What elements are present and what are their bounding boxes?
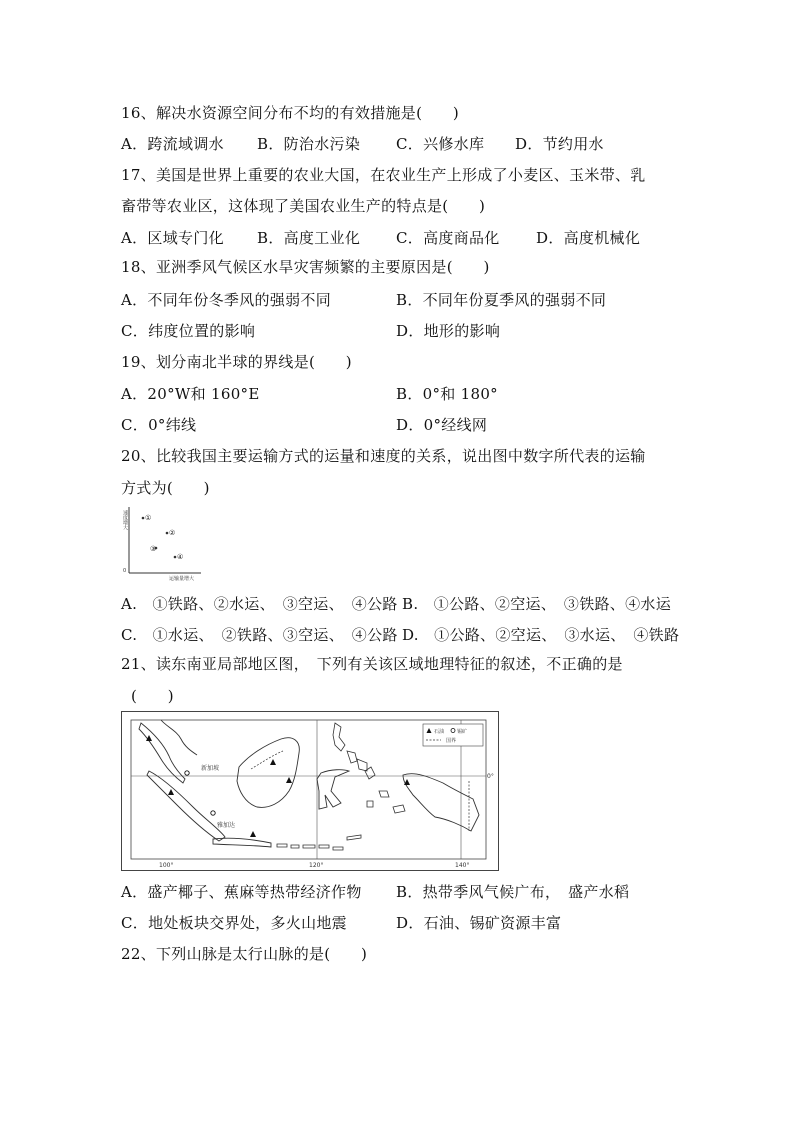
q20-option-b: B. ①公路、②空运、 ③铁路、④水运 [402, 595, 671, 613]
q19-stem: 19、划分南北半球的界线是( ) [121, 353, 352, 371]
legend-tin-label: 锡矿 [457, 729, 468, 735]
point-4-dot [174, 556, 177, 559]
q18-option-b: B．不同年份夏季风的强弱不同 [396, 291, 607, 309]
q18-stem: 18、亚洲季风气候区水旱灾害频繁的主要原因是( ) [121, 258, 490, 276]
q18-option-a: A．不同年份冬季风的强弱不同 [121, 291, 332, 309]
q19-option-a: A．20°W和 160°E [121, 385, 260, 403]
lat-0-label: 0° [487, 773, 494, 780]
legend-oil-label: 石油 [434, 729, 445, 735]
q20-option-c: C. ①水运、 ②铁路、③空运、 ④公路 [121, 626, 398, 644]
q20-stem-line2: 方式为( ) [121, 479, 210, 497]
q20-option-a: A. ①铁路、②水运、 ③空运、 ④公路 [121, 595, 398, 613]
point-3-label: ③ [150, 545, 157, 553]
singapore-label: 新加坡 [201, 765, 220, 772]
origin-label: 0 [123, 568, 127, 574]
point-4-label: ④ [177, 553, 184, 561]
q21-option-c: C．地处板块交界处，多火山地震 [121, 914, 347, 932]
q16-option-a: A．跨流域调水 [121, 135, 224, 153]
q16-option-c: C．兴修水库 [396, 135, 485, 153]
q20-stem-line1: 20、比较我国主要运输方式的运量和速度的关系，说出图中数字所代表的运输 [121, 447, 646, 465]
q19-option-d: D．0°经线网 [396, 416, 488, 434]
q17-stem-line1: 17、美国是世界上重要的农业大国，在农业生产上形成了小麦区、玉米带、乳 [121, 166, 646, 184]
q20-option-d: D. ①公路、②空运、 ③水运、 ④铁路 [402, 626, 680, 644]
legend-border-label: 国界 [446, 738, 457, 744]
q21-option-a: A．盛产椰子、蕉麻等热带经济作物 [121, 883, 362, 901]
q17-option-b: B．高度工业化 [257, 229, 361, 247]
q21-stem-line2: ( ) [131, 687, 174, 705]
q16-stem: 16、解决水资源空间分布不均的有效措施是( ) [121, 104, 459, 122]
q19-option-b: B．0°和 180° [396, 385, 498, 403]
lon-140-label: 140° [455, 862, 470, 869]
lon-100-label: 100° [159, 862, 174, 869]
q18-option-d: D．地形的影响 [396, 322, 501, 340]
q16-option-d: D．节约用水 [515, 135, 604, 153]
point-1-label: ① [145, 514, 152, 522]
q17-option-a: A．区域专门化 [121, 229, 224, 247]
q21-option-b: B．热带季风气候广布， 盛产水稻 [396, 883, 630, 901]
q22-stem: 22、下列山脉是太行山脉的是( ) [121, 945, 368, 963]
southeast-asia-map [121, 711, 499, 871]
y-axis-label: 速度增大 [122, 510, 128, 530]
q21-option-d: D．石油、锡矿资源丰富 [396, 914, 562, 932]
q19-option-c: C．0°纬线 [121, 416, 197, 434]
x-axis-label: 运输量增大 [169, 576, 195, 581]
lon-120-label: 120° [309, 862, 324, 869]
q21-stem-line1: 21、读东南亚局部地区图， 下列有关该区域地理特征的叙述，不正确的是 [121, 655, 623, 673]
q16-option-b: B．防治水污染 [257, 135, 361, 153]
q17-stem-line2: 畜带等农业区，这体现了美国农业生产的特点是( ) [121, 197, 486, 215]
jakarta-label: 雅加达 [217, 822, 236, 829]
point-1-dot [142, 517, 145, 520]
point-2-dot [166, 532, 169, 535]
q17-option-c: C．高度商品化 [396, 229, 500, 247]
point-2-label: ② [169, 529, 176, 537]
transport-figure [119, 505, 203, 581]
q17-option-d: D．高度机械化 [536, 229, 641, 247]
q18-option-c: C．纬度位置的影响 [121, 322, 256, 340]
